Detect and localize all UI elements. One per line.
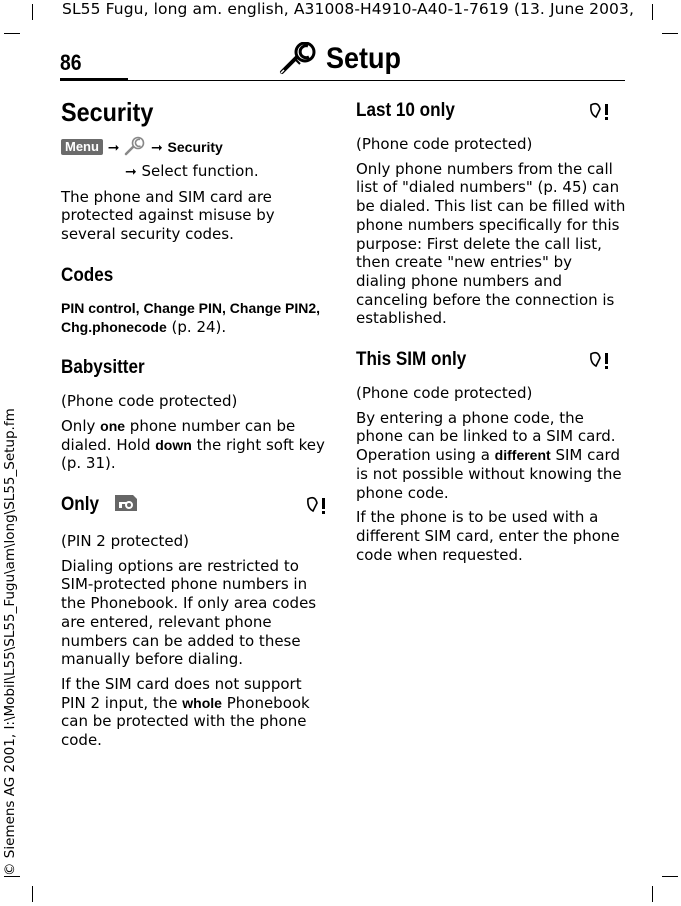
crop-mark <box>32 4 33 20</box>
menu-key: Menu <box>61 139 103 155</box>
only-heading: Only <box>61 493 327 520</box>
arrow-icon: ➞ <box>107 140 120 156</box>
last10-protected: (Phone code protected) <box>356 135 533 153</box>
codes-heading: Codes <box>61 264 114 286</box>
protected-icon <box>588 102 612 129</box>
chapter-heading <box>278 42 409 76</box>
setup-small-icon <box>124 136 146 160</box>
only-text-2: If the SIM card does not support PIN 2 input, the whole Phonebook can be protected with the phone code. <box>61 674 310 750</box>
protected-icon <box>588 351 612 378</box>
crop-mark <box>4 876 20 877</box>
right-column <box>356 99 626 570</box>
side-footnote: © Siemens AG 2001, I:\Mobil\L55\SL55_Fugu\am\long\SL55_Setup.fm <box>2 408 18 876</box>
last10-heading: Last 10 only <box>356 99 626 123</box>
left-column <box>61 96 327 756</box>
babysitter-protected: (Phone code protected) <box>61 392 238 411</box>
crop-mark <box>652 4 653 20</box>
thissim-text-2: If the phone is to be used with a different SIM card, enter the phone code when requested. <box>356 508 620 564</box>
codes-text: PIN control, Change PIN, Change PIN2, Chg.phonecode (p. 24). <box>61 299 321 336</box>
page-number: 86 <box>60 50 82 75</box>
babysitter-heading: Babysitter <box>61 357 145 379</box>
arrow-icon: ➞ <box>151 140 163 156</box>
menu-security: Security <box>167 139 223 155</box>
crop-mark <box>652 886 653 902</box>
select-function: Select function. <box>141 162 259 180</box>
thissim-protected: (Phone code protected) <box>356 384 533 403</box>
crop-mark <box>32 886 33 902</box>
only-protected: (PIN 2 protected) <box>61 532 189 551</box>
wrench-icon <box>278 42 320 76</box>
arrow-icon: ➞ <box>125 164 137 180</box>
protected-icon <box>305 496 329 523</box>
crop-mark <box>662 33 678 34</box>
last10-text: Only phone numbers from the call list of "dialed numbers" (p. 45) can be dialed. This list can be filled with phone numbers specifically for this purpose: First delete the call list, then create "new entries" by dialing phone numbers and canceling before the connection is established. <box>356 159 626 328</box>
section-title: Security <box>61 97 154 127</box>
only-text-1: Dialing options are restricted to SIM-protected phone numbers in the Phonebook. If only area codes are entered, relevant phone numbers can be added to these manually before dialing. <box>61 556 317 669</box>
menu-path <box>61 136 327 160</box>
thissim-heading: This SIM only <box>356 348 626 372</box>
babysitter-text: Only one phone number can be dialed. Hold down the right soft key (p. 31). <box>61 416 325 473</box>
thissim-text-1: By entering a phone code, the phone can be linked to a SIM card. Operation using a different SIM card is not possible without knowing the phone code. <box>356 408 622 502</box>
crop-mark <box>4 33 20 34</box>
sim-card-icon <box>113 493 139 520</box>
chapter-title: Setup <box>326 42 402 75</box>
menu-path-cont <box>61 162 327 182</box>
header-rule-thick <box>60 78 128 81</box>
intro-text: The phone and SIM card are protected against misuse by several security codes. <box>61 187 275 244</box>
header-rule <box>128 80 625 81</box>
crop-mark <box>662 876 678 877</box>
running-header: SL55 Fugu, long am. english, A31008-H4910-A40-1-7619 (13. June 2003, <box>62 0 635 18</box>
